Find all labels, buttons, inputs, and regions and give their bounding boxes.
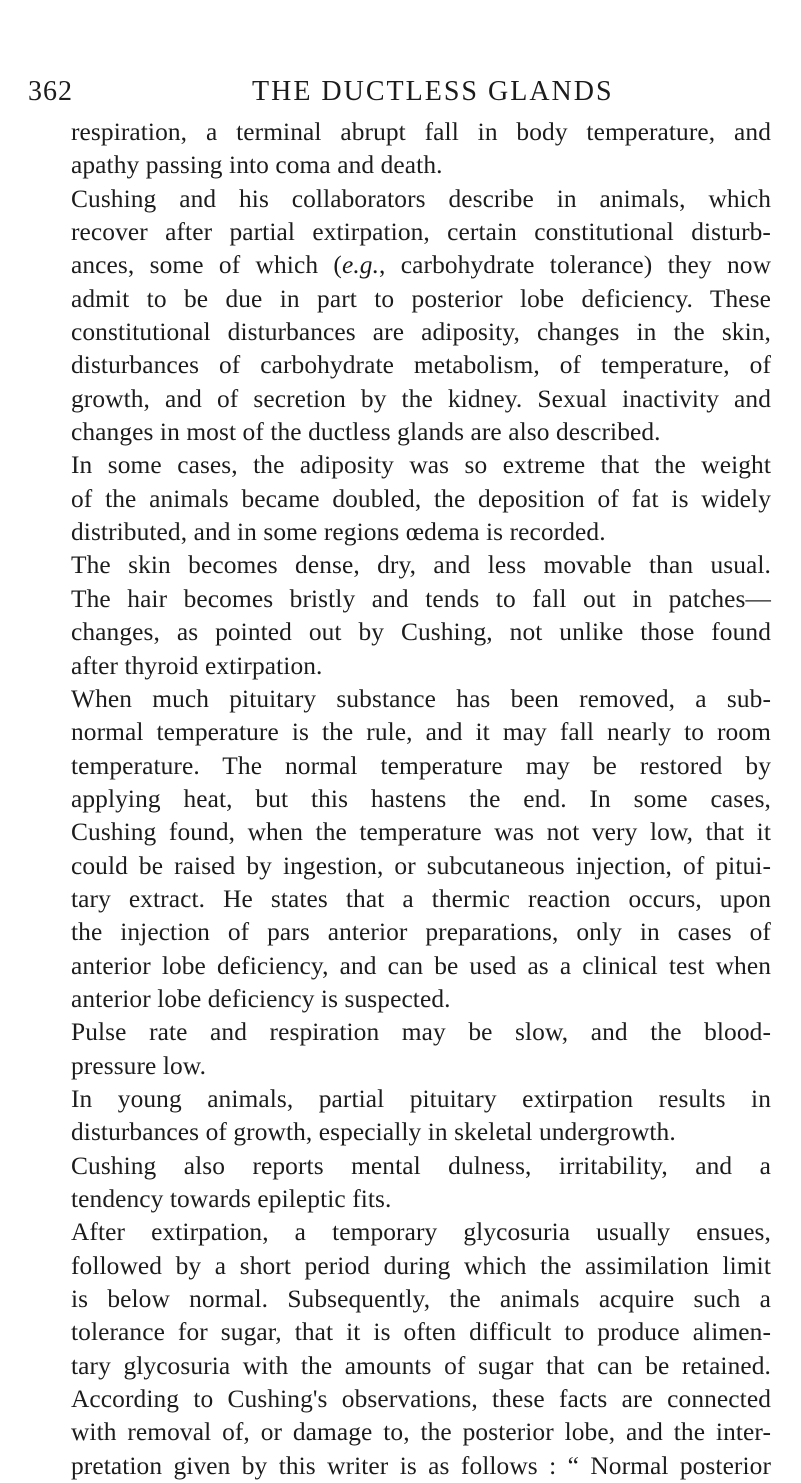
text-line: pretation given by this writer is as follows : “ Normal posterior (71, 1451, 771, 1480)
text-line: When much pituitary substance has been removed, a sub- (71, 684, 771, 713)
text-line: According to Cushing's observations, these facts are connected (71, 1385, 771, 1414)
page-number: 362 (28, 76, 73, 107)
text-line: tendency towards epileptic fits. (71, 1185, 392, 1213)
text-line: The hair becomes bristly and tends to fall out in patches— (71, 584, 771, 613)
text-line: temperature. The normal temperature may be restored by (71, 751, 771, 780)
text-line: disturbances of growth, especially in skeletal undergrowth. (71, 1118, 676, 1147)
text-line: pressure low. (71, 1051, 207, 1080)
text-line: tary glycosuria with the amounts of sugar that can be retained. (71, 1351, 771, 1380)
running-head (0, 76, 801, 110)
text-line: ances, some of which (e.g., carbohydrate tolerance) they now (71, 251, 772, 280)
text-line: changes in most of the ductless glands are also described. (71, 418, 661, 447)
text-line: respiration, a terminal abrupt fall in body temperature, and (71, 118, 771, 146)
text-line: recover after partial extirpation, certain constitutional disturb- (71, 218, 771, 247)
text-line: constitutional disturbances are adiposity, changes in the skin, (71, 318, 771, 347)
text-line: followed by a short period during which the assimilation limit (71, 1251, 771, 1280)
text-line: growth, and of secretion by the kidney. Sexual inactivity and (71, 384, 771, 413)
text-line: normal temperature is the rule, and it may fall nearly to room (71, 718, 771, 747)
text-line: disturbances of carbohydrate metabolism, of temperature, of (71, 351, 771, 380)
body-text (71, 116, 771, 1483)
text-line: Cushing also reports mental dulness, irritability, and a (71, 1151, 771, 1180)
text-line: could be raised by ingestion, or subcutaneous injection, of pitui- (71, 851, 771, 880)
text-line: changes, as pointed out by Cushing, not unlike those found (71, 618, 771, 647)
text-line: anterior lobe deficiency, and can be used as a clinical test when (71, 951, 771, 980)
text-line: Pulse rate and respiration may be slow, and the blood- (71, 1018, 771, 1047)
text-line: Cushing found, when the temperature was not very low, that it (71, 818, 771, 847)
text-line: after thyroid extirpation. (71, 651, 323, 680)
text-line: The skin becomes dense, dry, and less movable than usual. (71, 551, 771, 580)
italic-abbreviation: e.g. (341, 251, 380, 280)
text-line: apathy passing into coma and death. (71, 151, 443, 180)
text-line: distributed, and in some regions œdema is recorded. (71, 518, 606, 547)
text-line: admit to be due in part to posterior lobe deficiency. These (71, 284, 771, 313)
text-line: After extirpation, a temporary glycosuria usually ensues, (71, 1218, 771, 1247)
text-line: Cushing and his collaborators describe in animals, which (71, 184, 771, 213)
text-line: tary extract. He states that a thermic reaction occurs, upon (71, 884, 771, 913)
text-line: of the animals became doubled, the deposition of fat is widely (71, 484, 771, 513)
text-line: the injection of pars anterior preparations, only in cases of (71, 918, 771, 947)
text-line: tolerance for sugar, that it is often difficult to produce alimen- (71, 1318, 771, 1347)
running-title: THE DUCTLESS GLANDS (252, 76, 614, 107)
text-line: In some cases, the adiposity was so extreme that the weight (71, 451, 771, 480)
text-line: applying heat, but this hastens the end. In some cases, (71, 784, 771, 813)
text-line: is below normal. Subsequently, the animals acquire such a (71, 1285, 771, 1314)
text-line: anterior lobe deficiency is suspected. (71, 984, 451, 1013)
text-line: In young animals, partial pituitary extirpation results in (71, 1084, 771, 1113)
text-line: with removal of, or damage to, the posterior lobe, and the inter- (71, 1418, 771, 1447)
